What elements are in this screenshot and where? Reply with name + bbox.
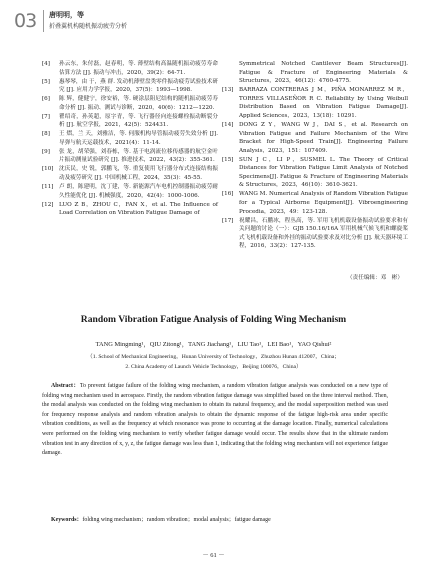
reference-text: Symmetrical Notched Cantilever Beam Structures[J]. Fatigue & Fracture of Engineering Materials & Structures，2023，46(12)：4760-4775. bbox=[239, 61, 408, 85]
abstract-label: Abstract： bbox=[51, 383, 80, 389]
keywords-label: Keywords： bbox=[51, 517, 83, 523]
reference-text: 沈庆民，史 锐，郭鹏飞，等. 重复使用飞行器分布式连接结构振动及疲劳研究 [J]. 中国机械工程，2024，35(3)：45-55. bbox=[59, 166, 218, 182]
abstract bbox=[42, 382, 388, 459]
keywords-text: folding wing mechanism；random vibration；modal analysis；fatigue damage bbox=[82, 517, 271, 523]
keywords bbox=[42, 516, 388, 525]
article-authors: TANG Mingming¹，QIU Zitong¹，TANG Jiachang¹，LIU Tao¹，LEI Bao¹，YAO Qishui² bbox=[95, 341, 332, 348]
reference-item bbox=[42, 148, 218, 165]
reference-number bbox=[222, 60, 239, 86]
header-title: 折叠翼机构随机振动疲劳分析 bbox=[49, 23, 128, 30]
article-title: Random Vibration Fatigue Analysis of Folding Wing Mechanism bbox=[80, 314, 347, 325]
reference-number: [6] bbox=[42, 96, 50, 103]
reference-text: 王 熠，兰 天，刘雅洁，等. 伺服机构导管振动疲劳失效分析 [J]. 导弹与航天运载技术，2021(4)：11-14. bbox=[59, 131, 218, 146]
responsible-editor: （责任编辑：邓 彬） bbox=[347, 275, 403, 281]
reference-item bbox=[222, 86, 408, 120]
reference-number: [13] bbox=[222, 87, 234, 94]
reference-number: [12] bbox=[42, 201, 54, 208]
reference-number: [17] bbox=[222, 217, 234, 224]
reference-item bbox=[42, 95, 218, 112]
reference-number: [9] bbox=[42, 148, 50, 155]
reference-item bbox=[42, 113, 218, 130]
reference-item bbox=[42, 130, 218, 147]
affiliation-1: （1. School of Mechanical Engineering，Hunan University of Technology，Zhuzhou Hunan 412007，China； bbox=[87, 354, 340, 360]
reference-list-right bbox=[222, 60, 408, 251]
reference-text: 瞿绍奇，孙英超，原字青，等. 飞行器径向连接螺栓振动断裂分析 [J]. 航空学报，2021，42(5)：524431. bbox=[59, 113, 218, 129]
reference-text: DONG Z Y，WANG W J，DAI S，et al. Research on Vibration Fatigue and Failure Mechanism of the Wire Bracket for High-Speed Train[J]. Engineering Failure Analysis，2023，151：107409. bbox=[239, 121, 408, 154]
reference-text: 卢 朗，陈建明，沈丁建，等. 新能源汽车电机控制器振动疲劳耐久性能优化 [J]. 机械强度，2020，42(4)：1000-1006. bbox=[59, 184, 218, 199]
affiliation-2: 2. China Academy of Launch Vehicle Technology，Beijing 100076，China） bbox=[125, 364, 302, 370]
reference-number: [11] bbox=[42, 184, 54, 191]
running-header bbox=[14, 8, 127, 34]
reference-item bbox=[222, 121, 408, 155]
reference-text: 张 龙，胡荣强，刘春栋，等. 基于电涡流位移传感器的航空金叶片振动测量试验研究 [J]. 推进技术，2022，43(2)：355-361. bbox=[59, 148, 218, 164]
page-number: － 61 － bbox=[202, 552, 225, 559]
reference-number: [4] bbox=[42, 61, 50, 67]
reference-item bbox=[42, 201, 218, 218]
reference-item bbox=[42, 183, 218, 200]
reference-text: 祝耀昌，石鹏冰，程丛高，等. 军用飞机机载设备振动试验要求和有关问题的讨论（一）：GJB 150.16/16A 军用机械气候飞机和螺旋桨式飞机机载设备和外挂的振动试验要求及对比分析 [J]. 航天器环境工程，2016，33(2)：127-135. bbox=[239, 217, 408, 250]
reference-text: WANG M. Numerical Analysis of Random Vibration Fatigue for a Typical Airborne Equipment[J]. Vibroengineering Procedia，2023，49：123-128. bbox=[239, 191, 408, 215]
reference-item bbox=[42, 165, 218, 182]
header-authors: 唐明明，等 bbox=[49, 11, 84, 19]
reference-item bbox=[222, 217, 408, 251]
reference-text: LUO Z B，ZHOU C，FAN X，et al. The Influence of Load Correlation on Vibration Fatigue Damage of bbox=[59, 201, 218, 217]
reference-number: [15] bbox=[222, 156, 234, 163]
reference-number: [16] bbox=[222, 191, 234, 198]
reference-text: SUN J C，LI P，SUSMEL L. The Theory of Critical Distances for Vibration Fatigue Limit Analysis of Notched Specimens[J]. Fatigue & Fracture of Engineering Materials & Structures，2023，46(10)：3610-3621. bbox=[239, 156, 408, 189]
abstract-text: To prevent fatigue failure of the folding wing mechanism, a random vibration fatigue analysis was conducted on a new type of folding wing mechanism used in aerospace. Firstly, the random vibration fatigue damage was simplified based on the three interval method. Then, the modal analysis was conducted on the folding wing mechanism to obtain its natural frequency, and the modal superposition method was used for frequency response analysis and random vibration analysis to obtain the dynamic response of the fatigue high-risk area under specific vibration conditions, as well as the frequency at which resonance was prone to occurring at the damage location. Finally, numerical calculations were performed on the folding wing mechanism to verify whether fatigue damage would occur. The results show that in the ultimate random vibration test in any direction of x, y, z, the fatigue damage was less than 1, indicating that the folding wing mechanism will not experience fatigue damage. bbox=[42, 383, 389, 457]
reference-text: 陈 辉，健健宁，徐安裕，等. 硬涂层阻尼结构的随机振动疲劳寿命分析 [J]. 振动、测试与诊断，2020，40(6)：1212—1220. bbox=[59, 96, 218, 111]
reference-item bbox=[42, 78, 218, 95]
reference-number: [14] bbox=[222, 121, 234, 128]
reference-list-left bbox=[42, 60, 218, 218]
reference-text: BARRAZA CONTRERAS J M，PIÑA MONARREZ M R，TORRES VILLASEÑOR R C. Reliability by Using Weibull Distribution Based on Vibration Fatigue Damage[J]. Applied Sciences，2023，13(18)：10291. bbox=[239, 87, 408, 119]
reference-number: [7] bbox=[42, 113, 50, 120]
reference-item bbox=[222, 156, 408, 190]
issue-number: 03 bbox=[14, 10, 37, 32]
reference-item bbox=[42, 60, 218, 77]
reference-item bbox=[222, 60, 408, 86]
reference-number: [10] bbox=[42, 166, 54, 173]
reference-text: 孙云东，朱付磊，赵春明，等. 薄壁结构高温随机振动疲劳寿命估算方法 [J]. 振动与冲击，2020，39(2)：64-71. bbox=[59, 61, 218, 76]
reference-item bbox=[222, 190, 408, 216]
header-text bbox=[43, 10, 127, 32]
reference-number: [5] bbox=[42, 78, 50, 85]
reference-number: [8] bbox=[42, 131, 50, 138]
reference-text: 惠琴琴，由 于，燕 群. 发动机薄壁盘类零件振动疲劳试验技术研究 [J]. 应用力学学报，2020，37(5)：1993—1998. bbox=[59, 78, 218, 94]
